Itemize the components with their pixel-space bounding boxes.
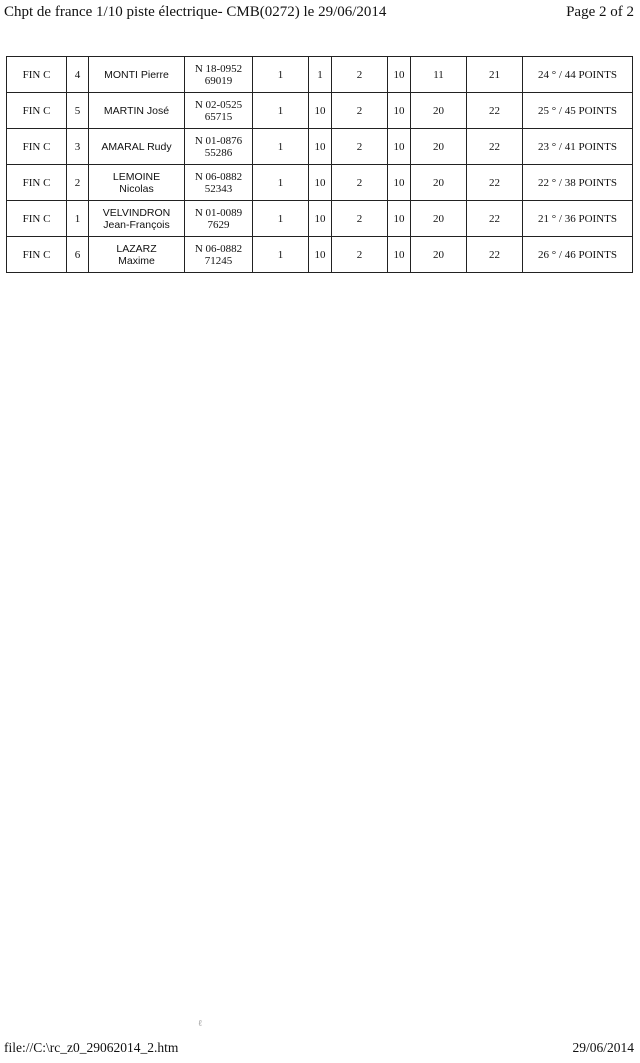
value-cell-6: 22 bbox=[467, 93, 523, 129]
value-cell-2: 10 bbox=[309, 201, 332, 237]
final-cell: FIN C bbox=[7, 129, 67, 165]
value-cell-3: 2 bbox=[332, 165, 388, 201]
value-cell-4: 10 bbox=[388, 237, 411, 273]
result-cell: 25 ° / 45 POINTS bbox=[523, 93, 633, 129]
value-cell-2: 10 bbox=[309, 165, 332, 201]
final-cell: FIN C bbox=[7, 93, 67, 129]
final-cell: FIN C bbox=[7, 201, 67, 237]
number-cell: 1 bbox=[67, 201, 89, 237]
number-cell: 6 bbox=[67, 237, 89, 273]
table-row bbox=[7, 237, 633, 273]
driver-name-cell-line-1: VELVINDRON bbox=[102, 206, 171, 219]
driver-name-cell-line-1: MARTIN José bbox=[103, 104, 170, 117]
value-cell-4: 10 bbox=[388, 57, 411, 93]
result-cell: 24 ° / 44 POINTS bbox=[523, 57, 633, 93]
page-footer bbox=[4, 1040, 634, 1056]
license-cell bbox=[185, 237, 253, 273]
result-cell: 26 ° / 46 POINTS bbox=[523, 237, 633, 273]
license-cell-line-1: N 18-0952 bbox=[194, 62, 243, 75]
results-table bbox=[6, 56, 633, 273]
number-cell: 2 bbox=[67, 165, 89, 201]
table-row bbox=[7, 129, 633, 165]
value-cell-2: 1 bbox=[309, 57, 332, 93]
number-cell: 3 bbox=[67, 129, 89, 165]
license-cell bbox=[185, 57, 253, 93]
final-cell: FIN C bbox=[7, 165, 67, 201]
value-cell-2: 10 bbox=[309, 237, 332, 273]
value-cell-4: 10 bbox=[388, 165, 411, 201]
driver-name-cell-line-1: LEMOINE bbox=[112, 170, 161, 183]
file-path: file://C:\rc_z0_29062014_2.htm bbox=[4, 1040, 179, 1055]
license-cell-line-2: 52343 bbox=[204, 182, 233, 195]
driver-name-cell-line-1: LAZARZ bbox=[116, 242, 157, 255]
scan-mark: ℓ bbox=[198, 1018, 203, 1028]
result-cell: 22 ° / 38 POINTS bbox=[523, 165, 633, 201]
license-cell-line-2: 71245 bbox=[204, 254, 233, 267]
value-cell-6: 22 bbox=[467, 201, 523, 237]
value-cell-4: 10 bbox=[388, 201, 411, 237]
value-cell-6: 22 bbox=[467, 165, 523, 201]
value-cell-3: 2 bbox=[332, 201, 388, 237]
driver-name-cell-line-1: MONTI Pierre bbox=[104, 68, 169, 81]
value-cell-1: 1 bbox=[253, 237, 309, 273]
value-cell-5: 20 bbox=[411, 129, 467, 165]
license-cell bbox=[185, 201, 253, 237]
license-cell bbox=[185, 93, 253, 129]
value-cell-6: 21 bbox=[467, 57, 523, 93]
license-cell-line-1: N 06-0882 bbox=[194, 242, 243, 255]
page-header bbox=[4, 4, 634, 26]
result-cell: 23 ° / 41 POINTS bbox=[523, 129, 633, 165]
value-cell-3: 2 bbox=[332, 237, 388, 273]
value-cell-5: 20 bbox=[411, 165, 467, 201]
license-cell-line-2: 65715 bbox=[204, 110, 233, 123]
driver-name-cell bbox=[89, 201, 185, 237]
driver-name-cell-line-2: Maxime bbox=[118, 254, 155, 267]
table-row bbox=[7, 165, 633, 201]
license-cell-line-2: 69019 bbox=[204, 74, 233, 87]
license-cell-line-2: 55286 bbox=[204, 146, 233, 159]
value-cell-5: 20 bbox=[411, 237, 467, 273]
license-cell bbox=[185, 129, 253, 165]
document-title: Chpt de france 1/10 piste électrique- CMB(0272) le 29/06/2014 bbox=[4, 4, 387, 20]
license-cell-line-2: 7629 bbox=[207, 218, 230, 231]
value-cell-5: 20 bbox=[411, 201, 467, 237]
value-cell-1: 1 bbox=[253, 129, 309, 165]
license-cell bbox=[185, 165, 253, 201]
value-cell-1: 1 bbox=[253, 201, 309, 237]
driver-name-cell bbox=[89, 93, 185, 129]
result-cell: 21 ° / 36 POINTS bbox=[523, 201, 633, 237]
value-cell-5: 20 bbox=[411, 93, 467, 129]
driver-name-cell-line-2: Nicolas bbox=[119, 182, 154, 195]
value-cell-3: 2 bbox=[332, 129, 388, 165]
table-row bbox=[7, 57, 633, 93]
value-cell-1: 1 bbox=[253, 165, 309, 201]
table-row bbox=[7, 201, 633, 237]
license-cell-line-1: N 06-0882 bbox=[194, 170, 243, 183]
license-cell-line-1: N 01-0089 bbox=[194, 206, 243, 219]
value-cell-5: 11 bbox=[411, 57, 467, 93]
value-cell-6: 22 bbox=[467, 237, 523, 273]
driver-name-cell bbox=[89, 57, 185, 93]
driver-name-cell bbox=[89, 237, 185, 273]
page-number: Page 2 of 2 bbox=[566, 4, 634, 20]
value-cell-4: 10 bbox=[388, 93, 411, 129]
number-cell: 5 bbox=[67, 93, 89, 129]
driver-name-cell bbox=[89, 129, 185, 165]
value-cell-6: 22 bbox=[467, 129, 523, 165]
table-row bbox=[7, 93, 633, 129]
value-cell-3: 2 bbox=[332, 57, 388, 93]
results-body bbox=[7, 57, 633, 273]
license-cell-line-1: N 02-0525 bbox=[194, 98, 243, 111]
final-cell: FIN C bbox=[7, 237, 67, 273]
number-cell: 4 bbox=[67, 57, 89, 93]
value-cell-4: 10 bbox=[388, 129, 411, 165]
value-cell-2: 10 bbox=[309, 129, 332, 165]
driver-name-cell-line-2: Jean-François bbox=[103, 218, 170, 231]
driver-name-cell-line-1: AMARAL Rudy bbox=[101, 140, 172, 153]
driver-name-cell bbox=[89, 165, 185, 201]
value-cell-2: 10 bbox=[309, 93, 332, 129]
value-cell-1: 1 bbox=[253, 57, 309, 93]
print-date: 29/06/2014 bbox=[572, 1040, 634, 1055]
final-cell: FIN C bbox=[7, 57, 67, 93]
license-cell-line-1: N 01-0876 bbox=[194, 134, 243, 147]
value-cell-3: 2 bbox=[332, 93, 388, 129]
value-cell-1: 1 bbox=[253, 93, 309, 129]
